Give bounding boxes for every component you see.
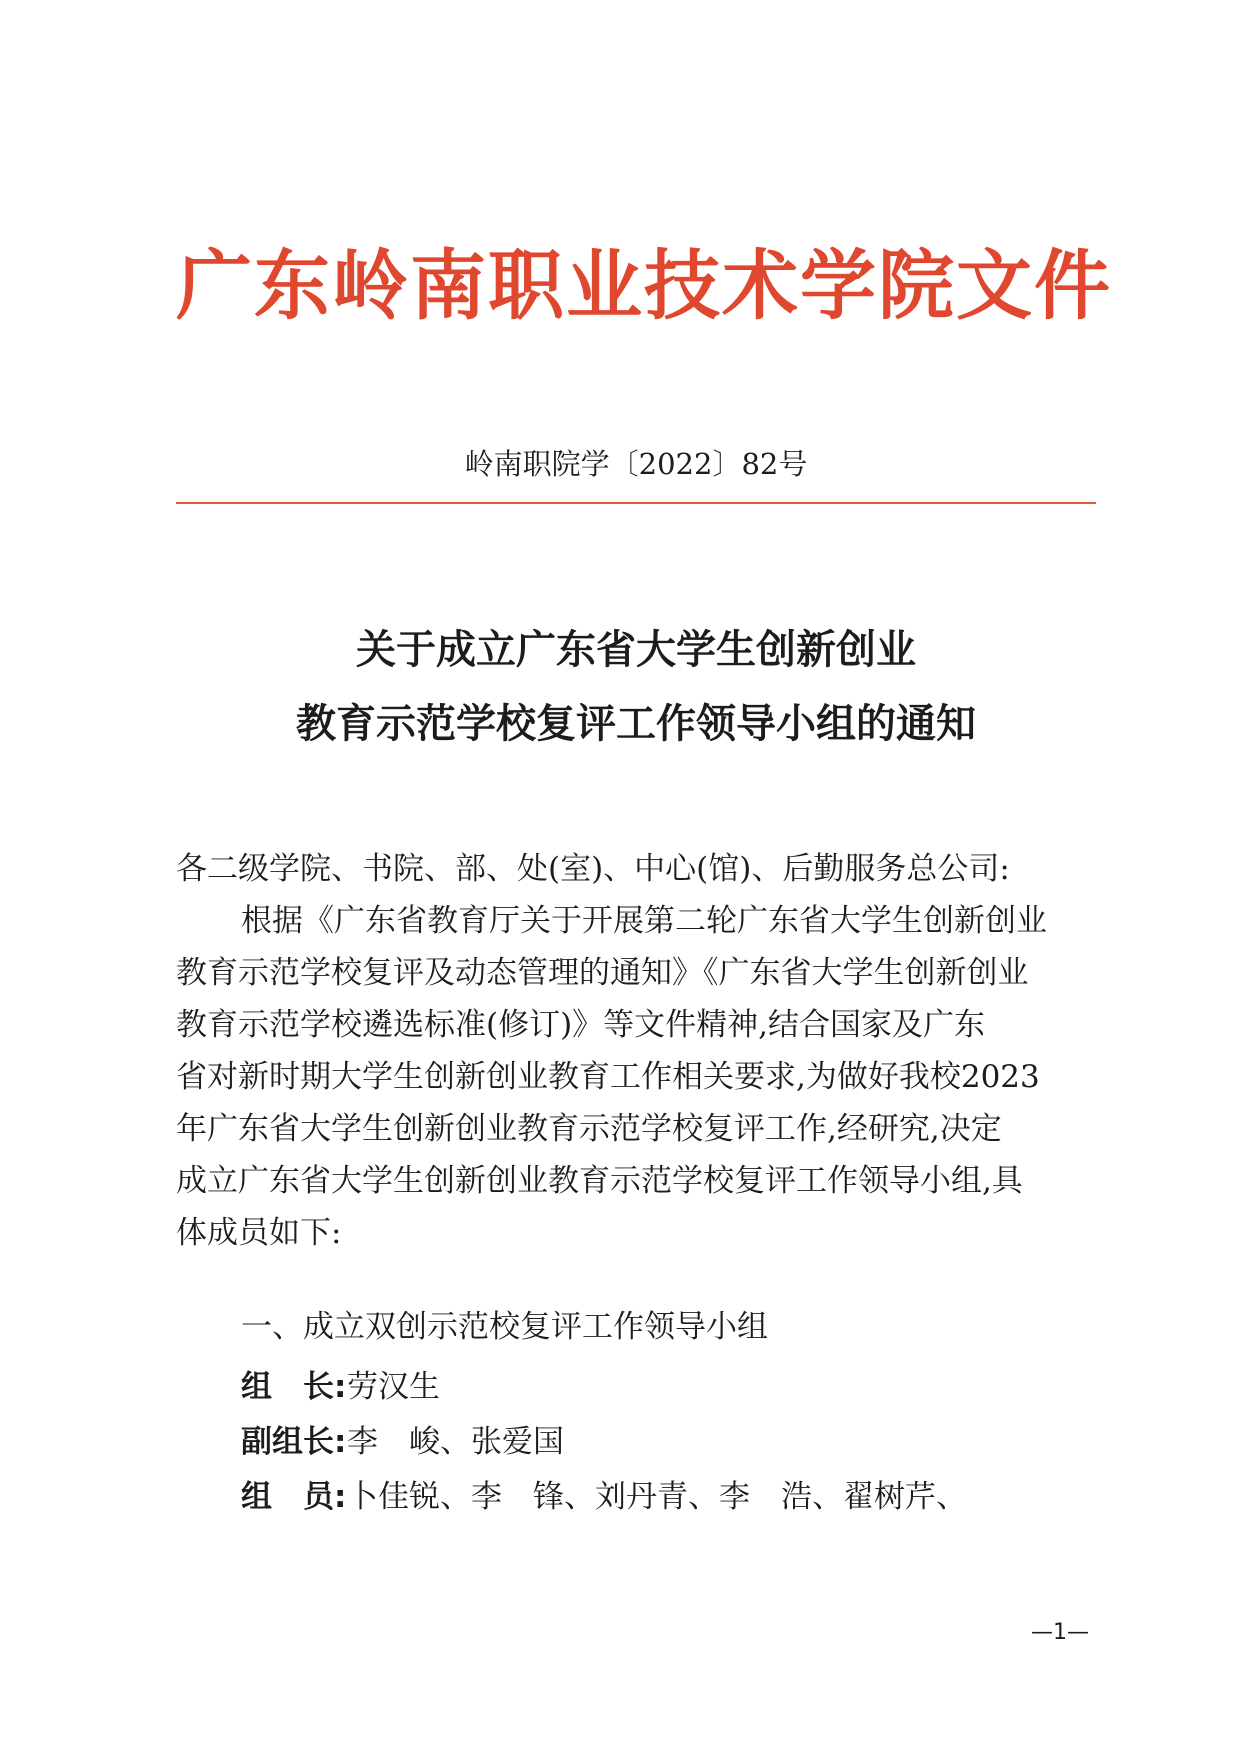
paragraph-line: 教育示范学校复评及动态管理的通知》《广东省大学生创新创业 xyxy=(176,955,1029,991)
paragraph-line: 省对新时期大学生创新创业教育工作相关要求,为做好我校2023 xyxy=(176,1059,1040,1095)
notice-title-line-2: 教育示范学校复评工作领导小组的通知 xyxy=(296,701,976,747)
leader-value: 劳汉生 xyxy=(347,1369,440,1405)
members-value: 卜佳锐、李 锋、刘丹青、李 浩、翟树芹、 xyxy=(347,1479,967,1515)
page-number: —1— xyxy=(1031,1620,1089,1645)
leader-row xyxy=(241,1361,1096,1413)
paragraph-line: 体成员如下: xyxy=(176,1215,342,1251)
paragraph-line: 根据《广东省教育厅关于开展第二轮广东省大学生创新创业 xyxy=(241,903,1047,939)
deputy-row xyxy=(241,1416,1096,1468)
paragraph-line: 成立广东省大学生创新创业教育示范学校复评工作领导小组,具 xyxy=(176,1163,1023,1199)
notice-title-line-1: 关于成立广东省大学生创新创业 xyxy=(356,627,916,673)
leader-label: 组 长: xyxy=(241,1369,347,1405)
members-label: 组 员: xyxy=(241,1479,347,1515)
paragraph-line: 年广东省大学生创新创业教育示范学校复评工作,经研究,决定 xyxy=(176,1111,1002,1147)
members-row xyxy=(241,1471,1096,1523)
deputy-value: 李 峻、张爱国 xyxy=(347,1424,564,1460)
header-divider xyxy=(176,502,1096,504)
paragraph-line: 教育示范学校遴选标准(修订)》等文件精神,结合国家及广东 xyxy=(176,1007,986,1043)
addressee: 各二级学院、书院、部、处(室)、中心(馆)、后勤服务总公司: xyxy=(176,851,1010,887)
section-heading: 一、成立双创示范校复评工作领导小组 xyxy=(241,1309,768,1345)
document-number: 岭南职院学〔2022〕82号 xyxy=(464,447,808,481)
issuer-title: 广东岭南职业技术学院文件 xyxy=(176,241,1112,330)
deputy-label: 副组长: xyxy=(241,1424,347,1460)
